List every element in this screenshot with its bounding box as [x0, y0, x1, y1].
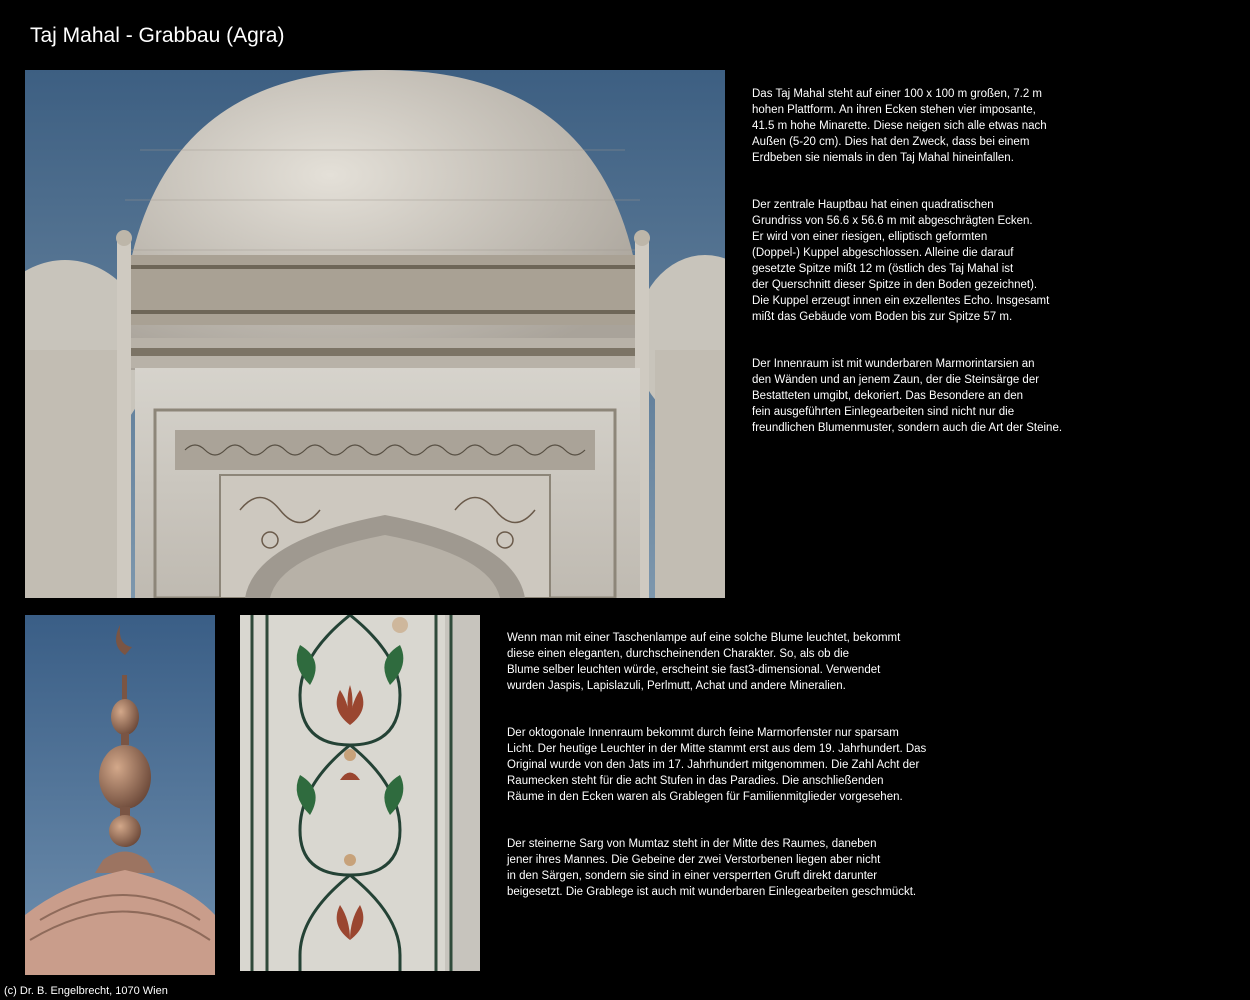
paragraph: Das Taj Mahal steht auf einer 100 x 100 m großen, 7.2 m hohen Plattform. An ihren Ecken stehen vier imposante, 41.5 m hohe Minarette. Diese neigen sich alle etwas nach Außen (5-20 cm). Dies hat den Zweck, dass bei einem Erdbeben sie niemals in den Taj Mahal hineinfallen. — [752, 88, 1047, 164]
paragraph: Der steinerne Sarg von Mumtaz steht in der Mitte des Raumes, daneben jener ihres Mannes. Die Gebeine der zwei Verstorbenen liegen aber nicht in den Särgen, sondern sie sind in einer versperrten Gruft direkt darunter beigesetzt. Die Grablege ist auch mit wunderbaren Einlegearbeiten geschmückt. — [507, 838, 917, 898]
paragraph: Der Innenraum ist mit wunderbaren Marmorintarsien an den Wänden und an jenem Zaun, der die Steinsärge der Bestatteten umgibt, dekoriert. Das Besondere an den fein ausgeführten Einlegearbeiten sind nicht nur die freundlichen Blumenmuster, sondern auch die Art der Steine. — [752, 358, 1063, 434]
description-bottom — [507, 614, 967, 931]
taj-mahal-dome-photo — [25, 70, 725, 598]
dome-finial-photo — [25, 615, 215, 975]
copyright-footer: (c) Dr. B. Engelbrecht, 1070 Wien — [4, 985, 168, 997]
marble-inlay-photo — [240, 615, 480, 971]
paragraph: Der zentrale Hauptbau hat einen quadratischen Grundriss von 56.6 x 56.6 m mit abgeschrägten Ecken. Er wird von einer riesigen, elliptisch geformten (Doppel-) Kuppel abgeschlossen. Alleine die darauf gesetzte Spitze mißt 12 m (östlich des Taj Mahal ist der Querschnitt dieser Spitze in den Boden gezeichnet). Die Kuppel erzeugt innen ein exzellentes Echo. Insgesamt mißt das Gebäude vom Boden bis zur Spitze 57 m. — [752, 199, 1050, 323]
description-top — [752, 70, 1092, 467]
paragraph: Wenn man mit einer Taschenlampe auf eine solche Blume leuchtet, bekommt diese einen eleganten, durchscheinenden Charakter. So, als ob die Blume selber leuchten würde, erscheint sie fast3-dimensional. Verwendet wurden Jaspis, Lapislazuli, Perlmutt, Achat und andere Mineralien. — [507, 632, 901, 692]
paragraph: Der oktogonale Innenraum bekommt durch feine Marmorfenster nur sparsam Licht. Der heutige Leuchter in der Mitte stammt erst aus dem 19. Jahrhundert. Das Original wurde von den Jats im 17. Jahrhundert mitgenommen. Die Zahl Acht der Raumecken steht für die acht Stufen in das Paradies. Die anschließenden Räume in den Ecken waren als Grablegen für Familienmitglieder vorgesehen. — [507, 727, 927, 803]
page-title: Taj Mahal - Grabbau (Agra) — [30, 24, 285, 47]
